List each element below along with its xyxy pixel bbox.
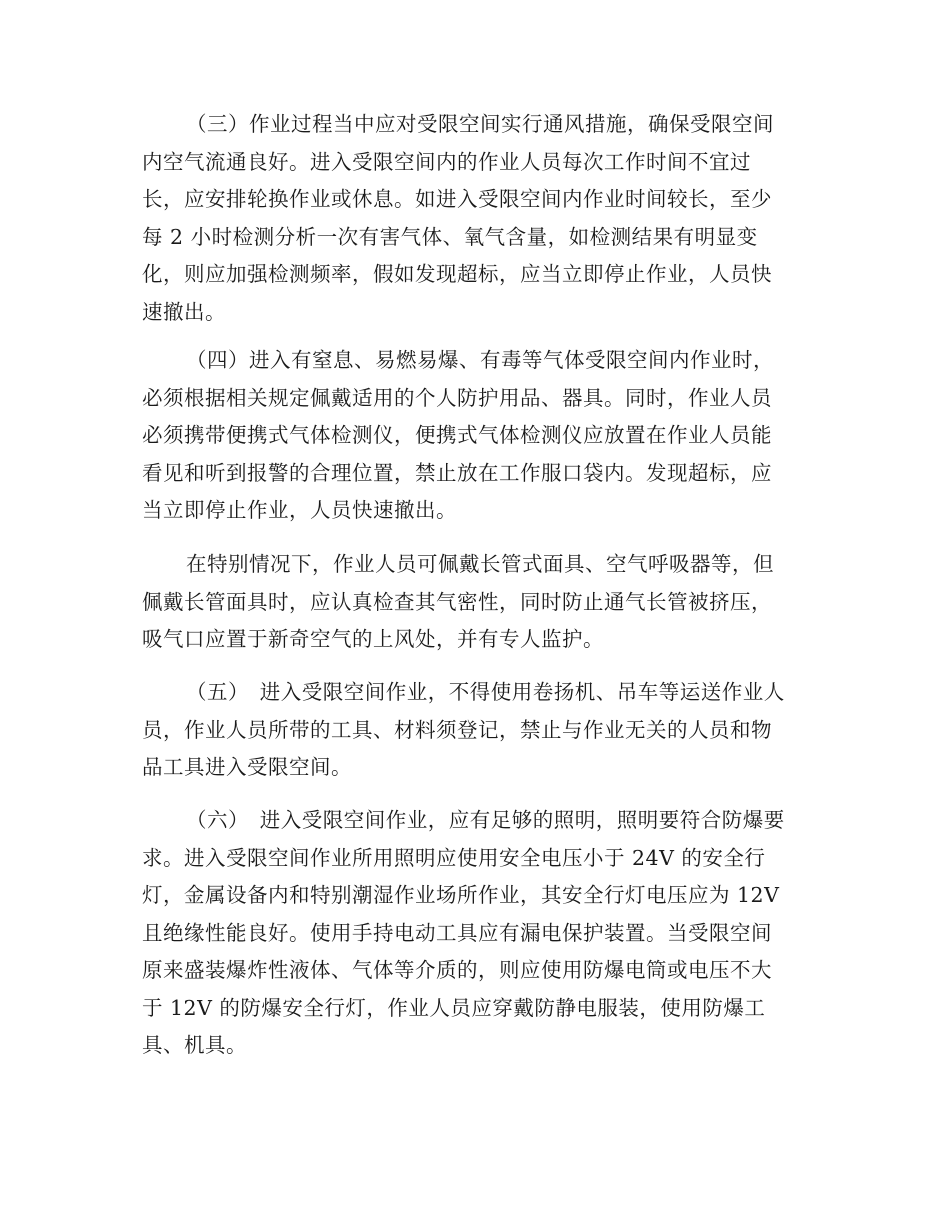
text-line: 长，应安排轮换作业或休息。如进入受限空间内作业时间较长，至少 [142,187,772,211]
text-line: 吸气口应置于新奇空气的上风处，并有专人监护。 [142,627,604,651]
text-line: 在特别情况下，作业人员可佩戴长管式面具、空气呼吸器等，但 [186,552,774,576]
text-line: 原来盛装爆炸性液体、气体等介质的，则应使用防爆电筒或电压不大 [142,958,772,982]
text-line: 且绝缘性能良好。使用手持电动工具应有漏电保护装置。当受限空间 [142,920,772,945]
text-line: 当立即停止作业，人员快速撤出。 [142,498,457,522]
text-line: 每 2 小时检测分析一次有害气体、氧气含量，如检测结果有明显变 [142,224,758,249]
text-line: 内空气流通良好。进入受限空间内的作业人员每次工作时间不宜过 [142,149,751,174]
text-line: （六） 进入受限空间作业，应有足够的照明，照明要符合防爆要 [186,808,785,832]
text-line: 员，作业人员所带的工具、材料须登记，禁止与作业无关的人员和物 [142,717,772,742]
text-line: （四）进入有窒息、易燃易爆、有毒等气体受限空间内作业时， [186,348,774,372]
text-line: 具、机具。 [142,1033,247,1057]
text-line: 灯，金属设备内和特别潮湿作业场所作业，其安全行灯电压应为 12V [142,883,780,907]
text-line: 速撤出。 [142,299,226,324]
text-line: 佩戴长管面具时，应认真检查其气密性，同时防止通气长管被挤压， [142,589,772,614]
text-line: （五） 进入受限空间作业，不得使用卷扬机、吊车等运送作业人 [186,680,785,704]
paragraph-special-case [142,546,812,659]
text-line: 品工具进入受限空间。 [142,755,352,779]
text-line: 化，则应加强检测频率，假如发现超标，应当立即停止作业，人员快 [142,262,772,286]
text-line: 看见和听到报警的合理位置，禁止放在工作服口袋内。发现超标，应 [142,460,772,485]
paragraph-section-5 [142,674,812,787]
paragraph-section-4 [142,342,812,530]
text-line: （三）作业过程当中应对受限空间实行通风措施，确保受限空间 [186,112,774,136]
paragraph-section-3 [142,106,812,331]
text-line: 于 12V 的防爆安全行灯，作业人员应穿戴防静电服装，使用防爆工 [142,995,766,1020]
text-line: 求。进入受限空间作业所用照明应使用安全电压小于 24V 的安全行 [142,845,766,870]
text-line: 必须携带便携式气体检测仪，便携式气体检测仪应放置在作业人员能 [142,423,772,447]
paragraph-section-6 [142,802,812,1065]
text-line: 必须根据相关规定佩戴适用的个人防护用品、器具。同时，作业人员 [142,385,772,410]
